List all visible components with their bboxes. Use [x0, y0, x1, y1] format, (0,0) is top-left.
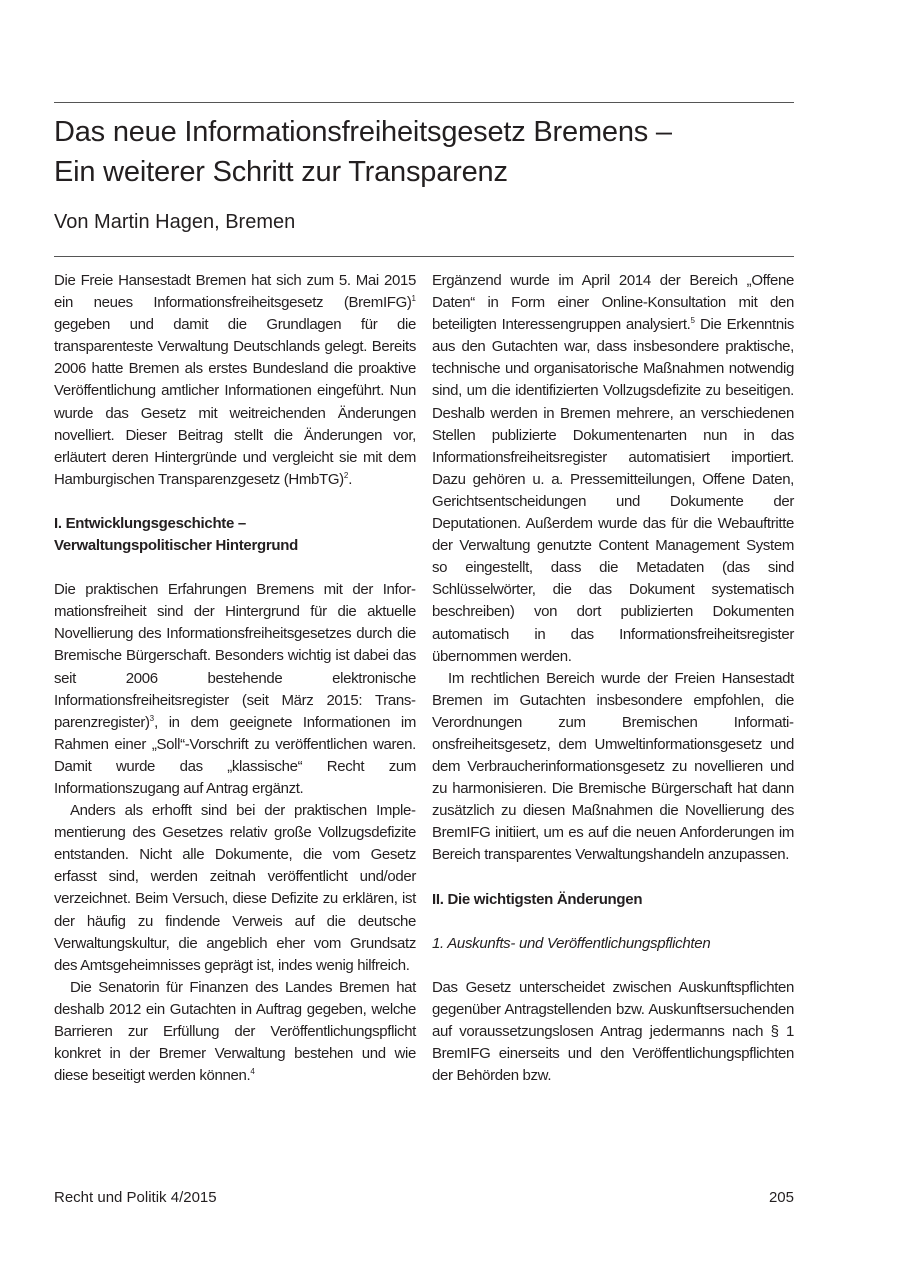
article-title	[54, 112, 814, 192]
body-paragraph: Ergänzend wurde im April 2014 der Bereich „Offene Daten“ in Form einer Online-Konsultation mit den beteiligten Interessengruppen analysiert.$^5$ Die Erkenntnis aus den Gutachten war, dass insbesondere praktische, technische und organisatorische Maßnahmen notwendig sind, um die identifizierten Vollzugsdefizite zu beseitigen. Deshalb werden in Bremen mehrere, an verschiedenen Stellen publizierte Dokumentenarten nun in das Informationsfreiheitsregister automatisiert importiert. Dazu gehören u. a. Pressemitteilungen, Offene Daten, Gerichtsentscheidungen und Dokumente der Deputationen. Außerdem wurde das für die Webauftritte der Verwaltung genutzte Content Management System so eingestellt, dass die Metadaten (das sind Schlüsselwörter, die das Dokument systematisch beschreiben) von dort publizierten Dokumenten automatisch in das Informationsfreiheitsregister übernommen werden.	[432, 272, 794, 665]
body-paragraph: Anders als erhofft sind bei der praktischen Implementierung des Gesetzes relativ große Vollzugsdefizite entstanden. Nicht alle Dokumente, die vom Gesetz erfasst sind, werden zeitnah veröffentlicht und/oder verzeichnet. Beim Versuch, diese Defizite zu erklären, ist der häufig zu findende Verweis auf die deutsche Verwaltungskultur, die angeblich eher vom Grundsatz des Amtsgeheimnisses geprägt ist, indes wenig hilfreich.	[54, 802, 416, 974]
body-paragraph: Die Senatorin für Finanzen des Landes Bremen hat deshalb 2012 ein Gutachten in Auftrag gegeben, welche Barrieren zur Erfüllung der Veröffentlichungspflicht konkret in der Bremer Verwaltung bestehen und wie diese beseitigt werden können.$^4$	[54, 978, 416, 1085]
footnote-ref-1[interactable]: 1	[411, 294, 416, 304]
page-footer	[54, 1186, 794, 1210]
header-rule	[54, 256, 794, 257]
body-paragraph: Die praktischen Erfahrungen Bremens mit der Informationsfreiheit sind der Hintergrund für die aktuelle Novellierung des Informationsfreiheitsgesetzes durch die Bremische Bürgerschaft. Besonders wichtig ist dabei das seit 2006 bestehende elektronische Informationsfreiheitsregister (seit März 2015: Transparenzregister)$^3$, in dem geeignete Informationen im Rahmen einer „Soll“-Vorschrift zu veröffentlichen waren. Damit wurde das „klassische“ Recht zum Informationszugang auf Antrag ergänzt.	[54, 581, 416, 797]
page-number: 205	[768, 1189, 794, 1206]
right-column	[432, 270, 794, 1087]
intro-paragraph: Die Freie Hansestadt Bremen hat sich zum 5. Mai 2015 ein neues Informationsfreiheitsgesetz (BremIFG)$^1$ gegeben und damit die Grundlagen für die transparenteste Verwaltung Deutschlands gelegt. Bereits 2006 hatte Bremen als erstes Bundesland die proaktive Veröffentlichung amtlicher Informationen eingeführt. Nun wurde das Gesetz mit weitreichenden Änderungen novelliert. Dieser Beitrag stellt die Änderungen vor, erläutert deren Hintergründe und vergleicht sie mit dem Hamburgischen Transparenzgesetz (HmbTG)$^2$.	[54, 272, 416, 488]
title-line-1: Das neue Informationsfreiheitsgesetz Bremens –	[54, 116, 672, 148]
footnote-ref-5[interactable]: 5	[690, 316, 695, 326]
top-rule	[54, 102, 794, 103]
section-1-heading-line-2: Verwaltungspolitischer Hintergrund	[54, 537, 299, 555]
footnote-ref-3[interactable]: 3	[149, 713, 155, 723]
section-2-heading: II. Die wichtigsten Änderungen	[432, 890, 643, 908]
title-line-2: Ein weiterer Schritt zur Transparenz	[54, 156, 508, 188]
left-column	[54, 270, 416, 1087]
section-1-heading	[54, 513, 416, 557]
body-paragraph: Das Gesetz unterscheidet zwischen Auskunftspflichten gegenüber Antragstellenden bzw. Auskunftsersuchenden auf voraussetzungslosen Antrag jedermanns nach § 1 BremIFG einerseits und den Veröffentlichungspflichten der Behörden bzw.	[432, 978, 794, 1085]
subsection-1-heading: 1. Auskunfts- und Veröffentlichungspflichten	[432, 934, 711, 952]
author-byline: Von Martin Hagen, Bremen	[54, 211, 296, 233]
footnote-ref-2[interactable]: 2	[343, 470, 349, 480]
section-1-heading-line-1: I. Entwicklungsgeschichte –	[54, 514, 246, 532]
body-paragraph: Im rechtlichen Bereich wurde der Freien Hansestadt Bremen im Gutachten insbesondere empfohlen, die Verordnungen zum Bremischen Informationsfreiheitsgesetz, dem Umweltinformationsgesetz und dem Verbraucherinformationsgesetz zu novellieren und zu harmonisieren. Die Bremische Bürgerschaft hat dann zusätzlich zu diesen Maßnahmen die Novellierung des BremIFG initiiert, um es auf die neuen Anforderungen im Bereich transparentes Verwaltungshandeln anzupassen.	[432, 669, 794, 864]
journal-issue: Recht und Politik 4/2015	[54, 1189, 217, 1206]
footnote-ref-4[interactable]: 4	[250, 1067, 255, 1077]
